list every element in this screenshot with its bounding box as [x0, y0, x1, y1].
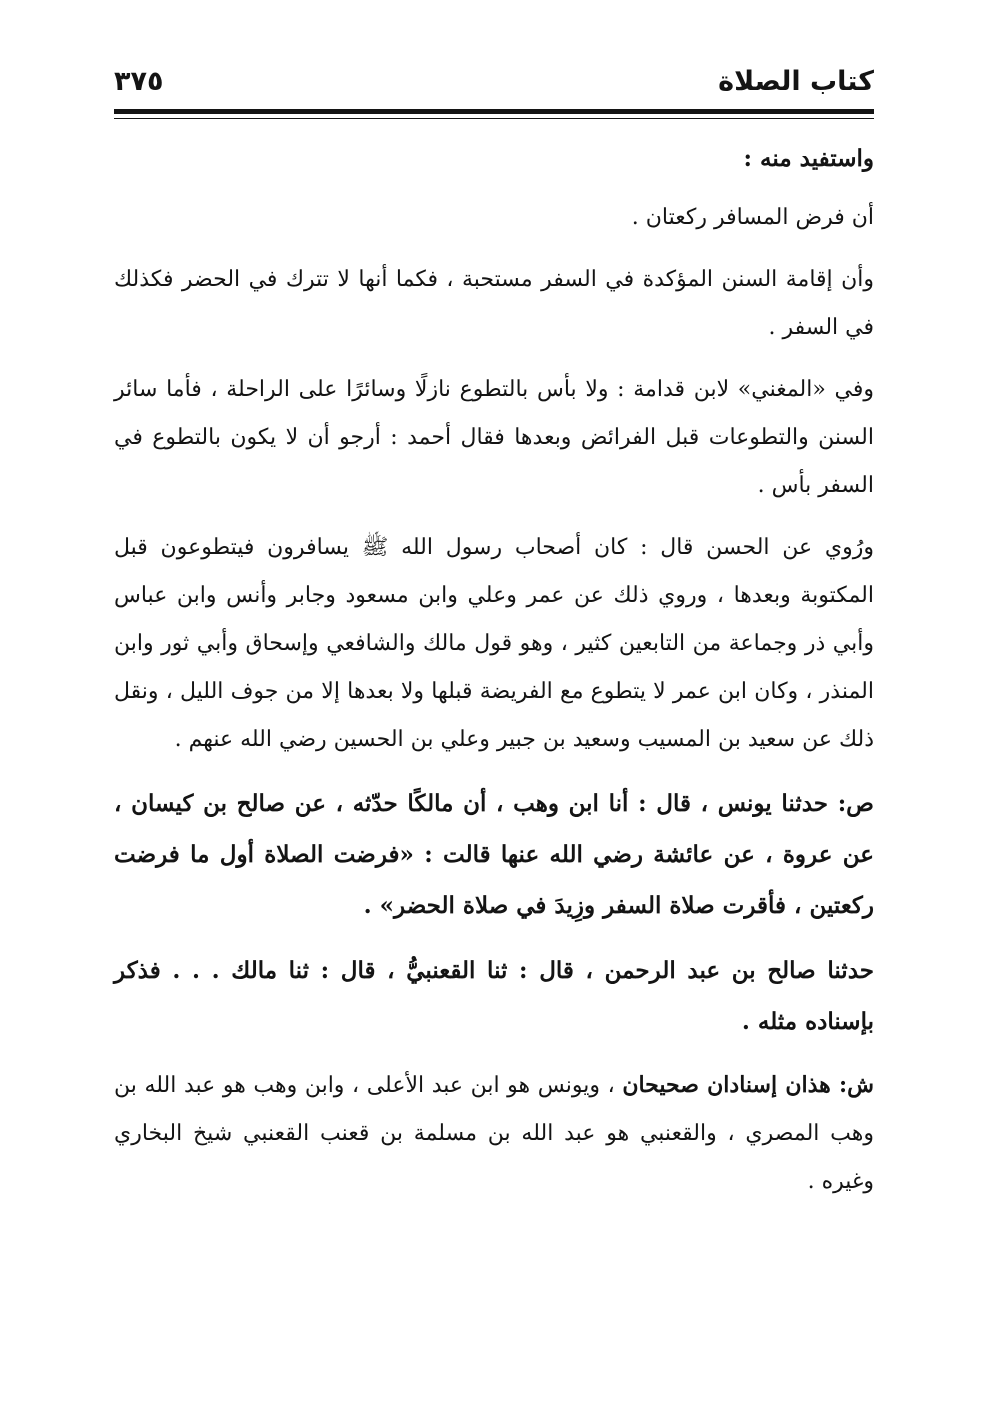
page-header — [114, 60, 874, 102]
hadith-text: ص: حدثنا يونس ، قال : أنا ابن وهب ، أن مالكًا حدّثه ، عن صالح بن كيسان ، عن عروة ، عن عائشة رضي الله عنها قالت : «فرضت الصلاة أول ما فرضت ركعتين ، فأقرت صلاة السفر وزِيدَ في صلاة الحضر» . — [114, 790, 874, 919]
paragraph: أن فرض المسافر ركعتان . — [631, 205, 874, 230]
page-body — [114, 133, 874, 1357]
running-title: كتاب الصلاة — [718, 65, 874, 97]
hadith-text: حدثنا صالح بن عبد الرحمن ، قال : ثنا القعنبيُّ ، قال : ثنا مالك . . . فذكر بإسناده مثله . — [114, 957, 874, 1035]
commentary-text: ، ويونس هو ابن عبد الأعلى ، وابن وهب هو عبد الله بن وهب المصري ، والقعنبي هو عبد الله بن مسلمة بن قعنب القعنبي شيخ البخاري وغيره . — [114, 1073, 874, 1194]
paragraph-heading: واستفيد منه : — [743, 145, 874, 172]
header-rule-thin — [114, 118, 874, 119]
paragraph: وفي «المغني» لابن قدامة : ولا بأس بالتطوع نازلًا وسائرًا على الراحلة ، فأما سائر السنن والتطوعات قبل الفرائض وبعدها فقال أحمد : أرجو أن لا يكون بالتطوع في السفر بأس . — [114, 377, 874, 498]
page-number: ٣٧٥ — [114, 65, 164, 97]
paragraph: ورُوي عن الحسن قال : كان أصحاب رسول الله ﷺ يسافرون فيتطوعون قبل المكتوبة وبعدها ، وروي ذلك عن عمر وعلي وابن مسعود وجابر وأنس وابن عباس وأبي ذر وجماعة من التابعين كثير ، وهو قول مالك والشافعي وإسحاق وأبي ثور وابن المنذر ، وكان ابن عمر لا يتطوع مع الفريضة قبلها ولا بعدها إلا من جوف الليل ، ونقل ذلك عن سعيد بن المسيب وسعيد بن جبير وعلي بن الحسين رضي الله عنهم . — [114, 535, 874, 752]
paragraph: وأن إقامة السنن المؤكدة في السفر مستحبة ، فكما أنها لا تترك في الحضر فكذلك في السفر . — [114, 267, 874, 340]
commentary-lead: ش: هذان إسنادان صحيحان — [622, 1072, 875, 1098]
commentary-paragraph — [114, 1061, 874, 1206]
header-rule-thick — [114, 109, 874, 114]
